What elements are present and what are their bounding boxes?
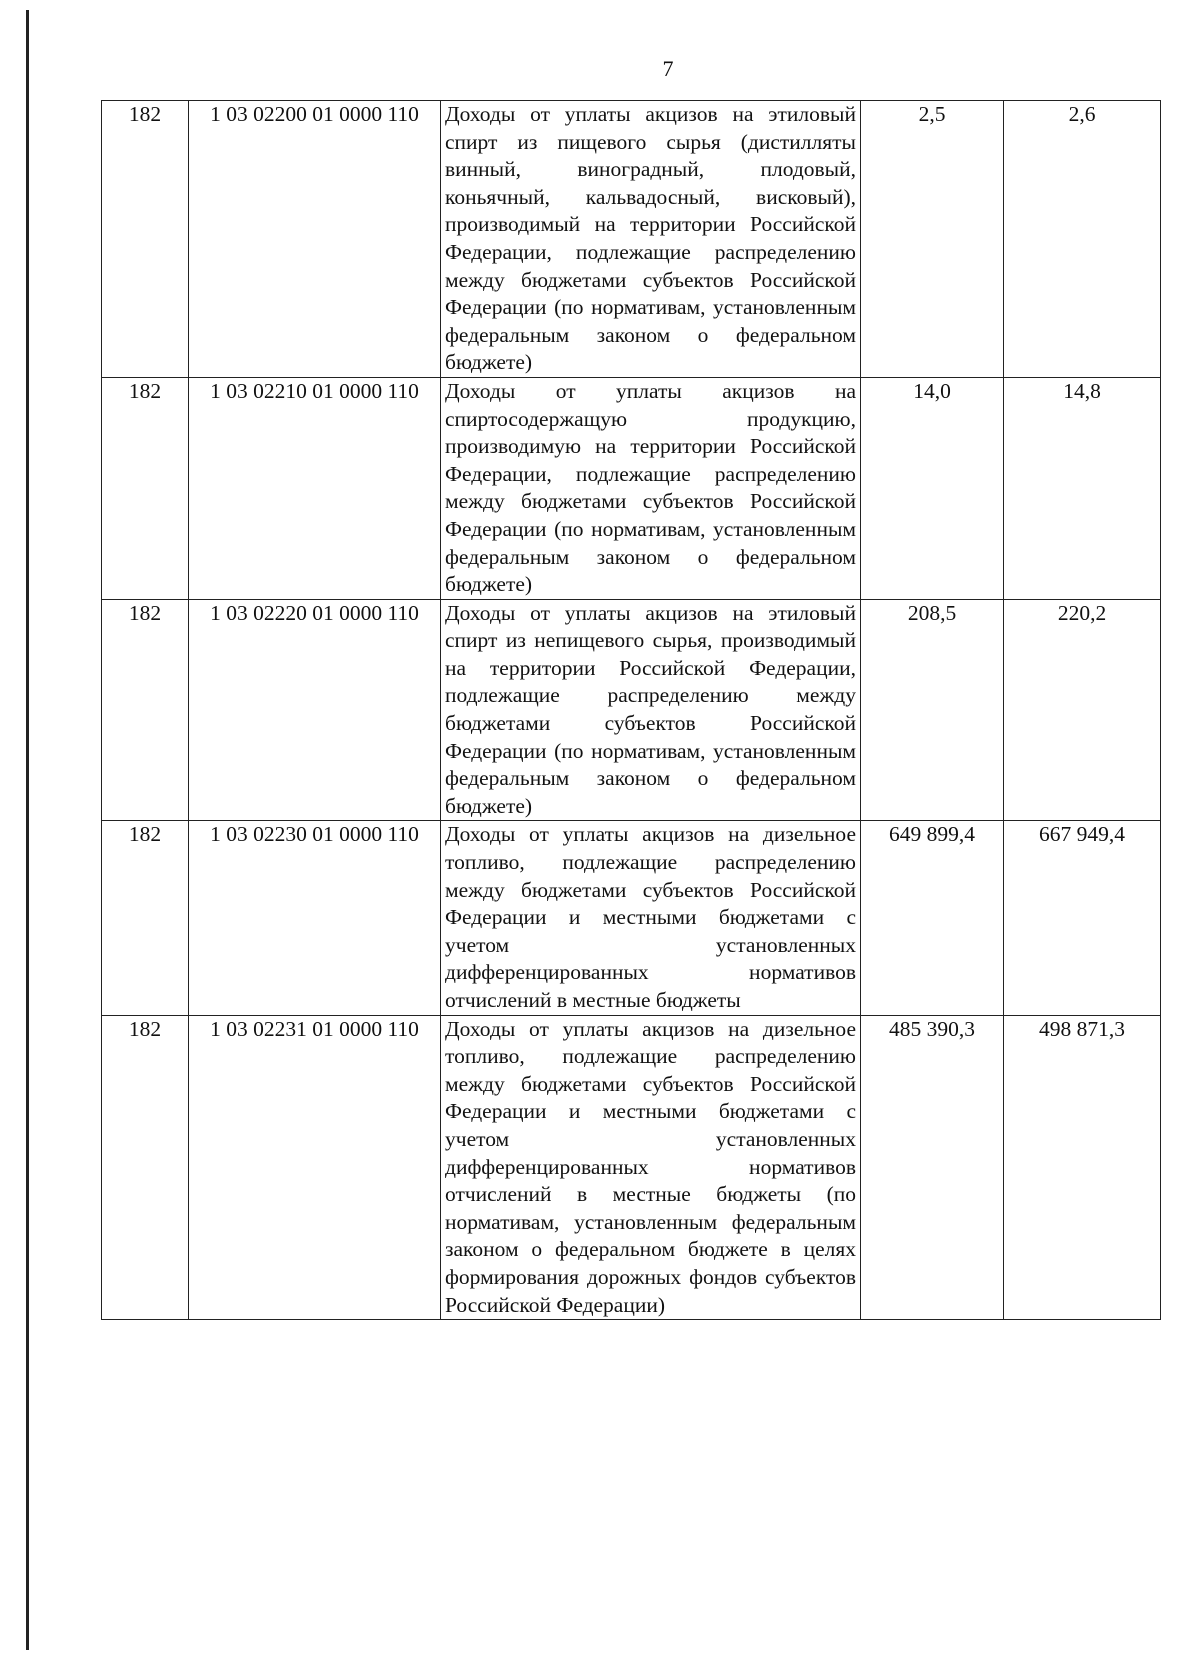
value-1-cell: 485 390,3: [861, 1015, 1004, 1320]
revenue-name-cell: Доходы от уплаты акцизов на дизельное топливо, подлежащие распределению между бюджетами субъектов Российской Федерации и местными бюджетами с учетом установленных дифференцированных нормативов отчислений в местные бюджеты (по нормативам, установленным федеральным законом о федеральном бюджете в целях формирования дорожных фондов субъектов Российской Федерации): [441, 1015, 861, 1320]
page-number: 7: [662, 56, 674, 81]
budget-classification-code-cell: 1 03 02220 01 0000 110: [189, 599, 441, 821]
value-1-cell: 14,0: [861, 377, 1004, 599]
table-row: [102, 377, 1161, 599]
revenue-table: [101, 100, 1161, 1320]
admin-code-cell: 182: [102, 377, 189, 599]
value-1-cell: 208,5: [861, 599, 1004, 821]
budget-classification-code-cell: 1 03 02231 01 0000 110: [189, 1015, 441, 1320]
value-1-cell: 649 899,4: [861, 821, 1004, 1015]
admin-code-cell: 182: [102, 101, 189, 378]
revenue-name-cell: Доходы от уплаты акцизов на этиловый спирт из пищевого сырья (дистилляты винный, виноградный, плодовый, коньячный, кальвадосный, висковый), производимый на территории Российской Федерации, подлежащие распределению между бюджетами субъектов Российской Федерации (по нормативам, установленным федеральным законом о федеральном бюджете): [441, 101, 861, 378]
admin-code-cell: 182: [102, 599, 189, 821]
table-row: [102, 599, 1161, 821]
value-1-cell: 2,5: [861, 101, 1004, 378]
budget-classification-code-cell: 1 03 02210 01 0000 110: [189, 377, 441, 599]
value-2-cell: 498 871,3: [1004, 1015, 1161, 1320]
value-2-cell: 667 949,4: [1004, 821, 1161, 1015]
value-2-cell: 14,8: [1004, 377, 1161, 599]
table-row: [102, 1015, 1161, 1320]
budget-classification-code-cell: 1 03 02230 01 0000 110: [189, 821, 441, 1015]
admin-code-cell: 182: [102, 1015, 189, 1320]
value-2-cell: 2,6: [1004, 101, 1161, 378]
budget-classification-code-cell: 1 03 02200 01 0000 110: [189, 101, 441, 378]
admin-code-cell: 182: [102, 821, 189, 1015]
revenue-name-cell: Доходы от уплаты акцизов на этиловый спирт из непищевого сырья, производимый на территории Российской Федерации, подлежащие распределению между бюджетами субъектов Российской Федерации (по нормативам, установленным федеральным законом о федеральном бюджете): [441, 599, 861, 821]
revenue-name-cell: Доходы от уплаты акцизов на дизельное топливо, подлежащие распределению между бюджетами субъектов Российской Федерации и местными бюджетами с учетом установленных дифференцированных нормативов отчислений в местные бюджеты: [441, 821, 861, 1015]
scan-edge-line: [26, 10, 29, 1650]
value-2-cell: 220,2: [1004, 599, 1161, 821]
revenue-name-cell: Доходы от уплаты акцизов на спиртосодержащую продукцию, производимую на территории Российской Федерации, подлежащие распределению между бюджетами субъектов Российской Федерации (по нормативам, установленным федеральным законом о федеральном бюджете): [441, 377, 861, 599]
table-row: [102, 821, 1161, 1015]
table-row: [102, 101, 1161, 378]
